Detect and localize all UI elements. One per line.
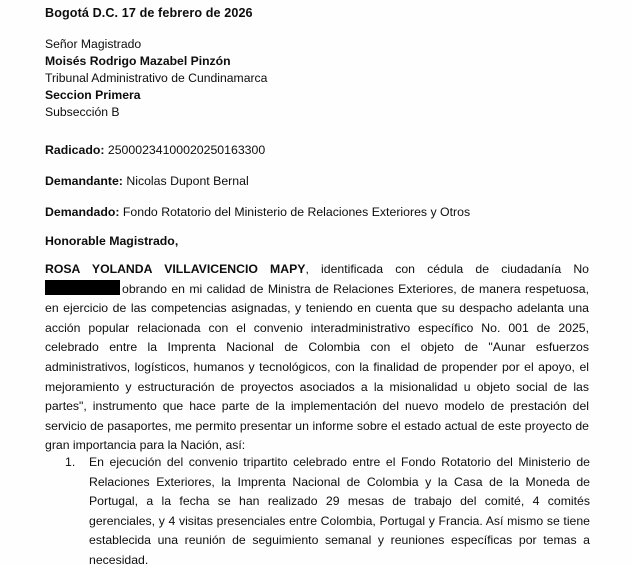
radicado-line [45,143,590,157]
demandante-label: Demandante: [45,174,123,188]
addressee-salutation-line: Señor Magistrado [45,37,142,51]
body-text-after-redaction: obrando en mi calidad de Ministra de Relaciones Exteriores, de manera respetuosa, en ejercicio de las competencias asignadas, y teniendo en cuenta que su despacho adelanta una acción popular relacionada con el convenio interadministrativo específico No. 001 de 2025, celebrado entre la Imprenta Nacional de Colombia con el objeto de "Aunar esfuerzos administrativos, logísticos, humanos y tecnológicos, con la finalidad de propender por el apoyo, el mejoramiento y estructuración de proyectos asociados a la misionalidad u objeto social de las partes", instrumento que hace parte de la implementación del nuevo modelo de prestación del servicio de pasaportes, me permito presentar un informe sobre el estado actual de este proyecto de gran importancia para la Nación, así: [45,281,589,453]
demandado-label: Demandado: [45,205,120,219]
addressee-block [45,36,475,121]
list-item-marker: 1. [65,455,76,469]
demandado-line [45,205,590,219]
numbered-list [62,453,590,571]
demandante-value: Nicolas Dupont Bernal [126,174,249,188]
signer-name: ROSA YOLANDA VILLAVICENCIO MAPY [45,262,306,276]
radicado-label: Radicado: [45,143,105,157]
addressee-name: Moisés Rodrigo Mazabel Pinzón [45,54,231,68]
salutation: Honorable Magistrado, [45,234,179,248]
addressee-subsection: Subsección B [45,105,120,119]
redaction-bar [45,280,120,295]
list-item [62,453,590,571]
radicado-value: 25000234100020250163300 [107,143,266,157]
document-date-line: Bogotá D.C. 17 de febrero de 2026 [45,6,253,20]
list-item-text: En ejecución del convenio tripartito celebrado entre el Fondo Rotatorio del Ministerio de Relaciones Exteriores, la Imprenta Nacional de Colombia y la Casa de la Moneda de Portugal, a la fecha se han realizado 29 mesas de trabajo del comité, 4 comités gerenciales, y 4 visitas presenciales entre Colombia, Portugal y Francia. Así mismo se tiene establecida una reunión de seguimiento semanal y reuniones específicas por temas a necesidad. [89,455,590,567]
demandante-line [45,174,590,188]
addressee-section: Seccion Primera [45,88,141,102]
demandado-value: Fondo Rotatorio del Ministerio de Relaciones Exteriores y Otros [122,205,471,219]
body-text-before-redaction: , identificada con cédula de ciudadanía No [305,262,589,276]
body-paragraph [45,260,589,456]
addressee-court: Tribunal Administrativo de Cundinamarca [45,71,268,85]
